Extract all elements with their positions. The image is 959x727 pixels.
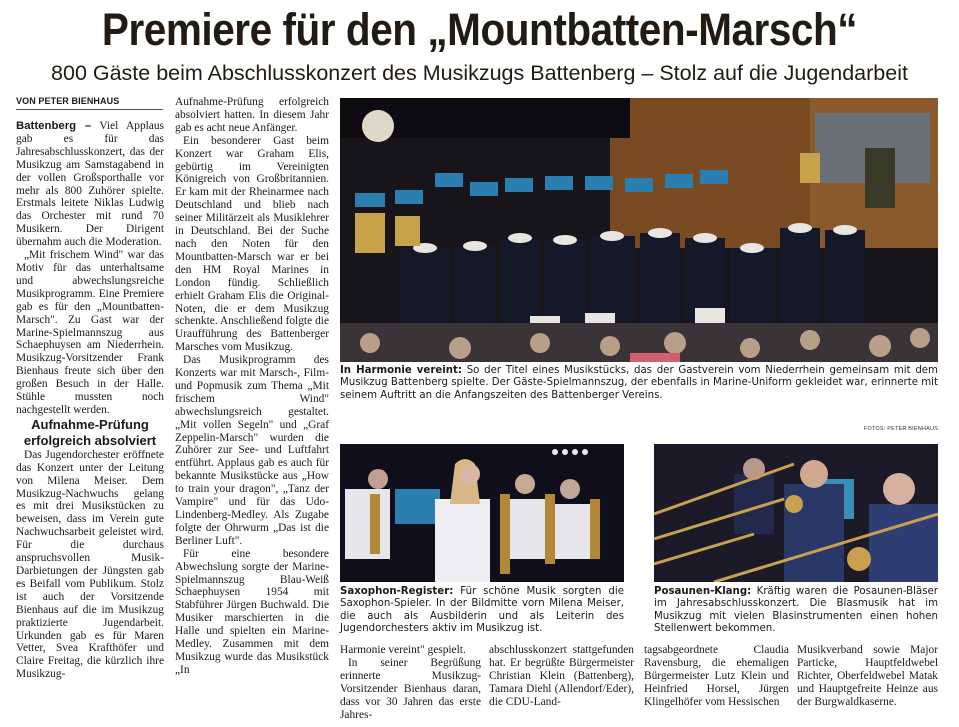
photo-credit: FOTOS: PETER BIENHAUS bbox=[863, 426, 938, 432]
paragraph: Aufnahme-Prüfung erfolgreich absolviert hatten. In diesem Jahr gab es acht neue Anfänger. bbox=[175, 96, 329, 134]
photo-saxophone-register bbox=[340, 444, 624, 582]
caption-lead: In Harmonie vereint: bbox=[340, 365, 462, 376]
byline: VON PETER BIENHAUS bbox=[16, 96, 163, 110]
caption-lead: Saxophon-Register: bbox=[340, 586, 454, 597]
caption-text: Kräftig waren die Posaunen-Bläser im Jahresabschlusskonzert. Die Blasmusik hat im Musikzug mit vielen Blasinstrumenten einen hohen Stellenwert bekommen. bbox=[654, 586, 938, 634]
column-5 bbox=[644, 644, 789, 709]
paragraph: Für eine besondere Abwechslung sorgte der Marine-Spielmannszug Blau-Weiß Schaephuysen 1954 mit Stabführer Jürgen Buchwald. Die Musiker marschierten in die Halle und spielten ein Marine-Medley. Zusammen mit dem Musikzug wurde das Musikstück „In bbox=[175, 547, 329, 676]
dateline: Battenberg – bbox=[16, 120, 92, 132]
photo-caption-main bbox=[340, 365, 938, 402]
photo-caption-trombone bbox=[654, 586, 938, 635]
column-6 bbox=[797, 644, 938, 709]
photo-trombone bbox=[654, 444, 938, 582]
paragraph: Das Musikprogramm des Konzerts war mit Marsch-, Film- und Popmusik zum Thema „Mit frischem Wind" abwechslungsreich gestaltet. „Mit vollen Segeln" und „Graf Zeppelin-Marsch" wurden die Zuhörer zur See- und Luftfahrt entführt. Applaus gab es auch für bekannte Musikstücke aus „How to train your dragon", „Tanz der Vampire" und für das Udo-Lindenberg-Medley. Als Zugabe folgte der Ohrwurm „Das ist die Berliner Luft". bbox=[175, 354, 329, 547]
section-subhead: Aufnahme-Prüfung erfolgreich absolviert bbox=[23, 416, 157, 448]
subheadline: 800 Gäste beim Abschlusskonzert des Musikzugs Battenberg – Stolz auf die Jugendarbeit bbox=[51, 61, 908, 85]
column-3 bbox=[340, 644, 481, 721]
caption-text: So der Titel eines Musikstücks, das der Gastverein vom Niederrhein gemeinsam mit dem Musikzug Battenberg spielte. Der Gäste-Spielmannszug, der ebenfalls in Marine-Uniform gekleidet war, erinnerte mit seinem Auftritt an die Anfangszeiten des Battenberger Vereins. bbox=[340, 365, 938, 401]
caption-lead: Posaunen-Klang: bbox=[654, 586, 752, 597]
saxophone-photo-illustration bbox=[340, 444, 624, 582]
photo-orchestra-main bbox=[340, 98, 938, 362]
trombone-photo-illustration bbox=[654, 444, 938, 582]
paragraph-text: Viel Applaus gab es für das Jahresabschlusskonzert, das der Musikzug am Samstagabend in der vollen Großsporthalle vor mehr als 800 Zuhörer spielte. Erstmals leitete Niklas Ludwig das Orchester mit rund 70 Musikern. Der Dirigent übernahm auch die Moderation. bbox=[16, 120, 164, 249]
paragraph bbox=[16, 120, 164, 249]
column-2 bbox=[175, 96, 329, 677]
paragraph: Harmonie vereint" gespielt. bbox=[340, 644, 466, 656]
paragraph: abschlusskonzert stattgefunden hat. Er begrüßte Bürgermeister Christian Klein (Battenberg), Tamara Diehl (Allendorf/Eder), die CDU-Land- bbox=[489, 644, 634, 708]
paragraph: „Mit frischem Wind" war das Motiv für das unterhaltsame und abwechslungsreiche Musikprogramm. Eine Premiere gab es für den „Mountbatten-Marsch". Zu Gast war der Marine-Spielmannszug aus Schaephuysen am Niederrhein. Musikzug-Vorsitzender Frank Bienhaus freute sich über den großen Besuch in der Halle. Stühle mussten noch nachgestellt werden. bbox=[16, 249, 164, 416]
paragraph: tagsabgeordnete Claudia Ravensburg, die ehemaligen Bürgermeister Lutz Klein und Heinfried Horsel, Jürgen Klingelhöfer vom Hessischen bbox=[644, 644, 789, 708]
orchestra-photo-illustration bbox=[340, 98, 938, 362]
headline: Premiere für den „Mountbatten-Marsch“ bbox=[101, 4, 858, 55]
paragraph: Musikverband sowie Major Particke, Hauptfeldwebel Richter, Oberfeldwebel Matak und Hauptgefreite Heinze aus der Burgwaldkaserne. bbox=[797, 644, 938, 708]
paragraph: Das Jugendorchester eröffnete das Konzert unter der Leitung von Milena Meiser. Dem Musikzug-Nachwuchs gelang es mit drei Musikstücken zu beweisen, dass im Verein gute Nachwuchsarbeit geleistet wird. Für die durchaus anspruchsvollen Musik-Darbietungen der Jüngsten gab es Beifall vom Publikum. Stolz ist auch der Vorsitzende Bienhaus auf die im Musikzug praktizierte Jugendarbeit. Urkunden gab es für Maren Vetter, Svea Krafthöfer und Claire Freitag, die kürzlich ihre Musikzug- bbox=[16, 448, 164, 681]
photo-caption-saxophone bbox=[340, 586, 624, 635]
paragraph: Ein besonderer Gast beim Konzert war Graham Elis, gebürtig im Vereinigten Königreich von Großbritannien. Er kam mit der Rheinarmee nach Deutschland und blieb nach seiner Militärzeit als Musiklehrer in Deutschland. Bei der Suche nach den Noten für den Mountbatten-Marsch war er bei den HM Royal Marines in London fündig. Schließlich erhielt Graham Elis die Original-Noten, die er dem Musikzug schenkte. Anschließend folgte die Uraufführung des Battenberger Marsches vom Musikzug. bbox=[175, 134, 329, 354]
caption-text: Für schöne Musik sorgten die Saxophon-Spieler. In der Bildmitte vorn Milena Meiser, die auch als Ausbilderin und als Leiterin des Jugendorchesters aktiv im Musikzug ist. bbox=[340, 586, 624, 634]
paragraph: In seiner Begrüßung erinnerte Musikzug-Vorsitzender Bienhaus daran, dass vor 30 Jahren das erste Jahres- bbox=[340, 656, 481, 721]
column-4 bbox=[489, 644, 634, 709]
column-1 bbox=[16, 120, 164, 681]
